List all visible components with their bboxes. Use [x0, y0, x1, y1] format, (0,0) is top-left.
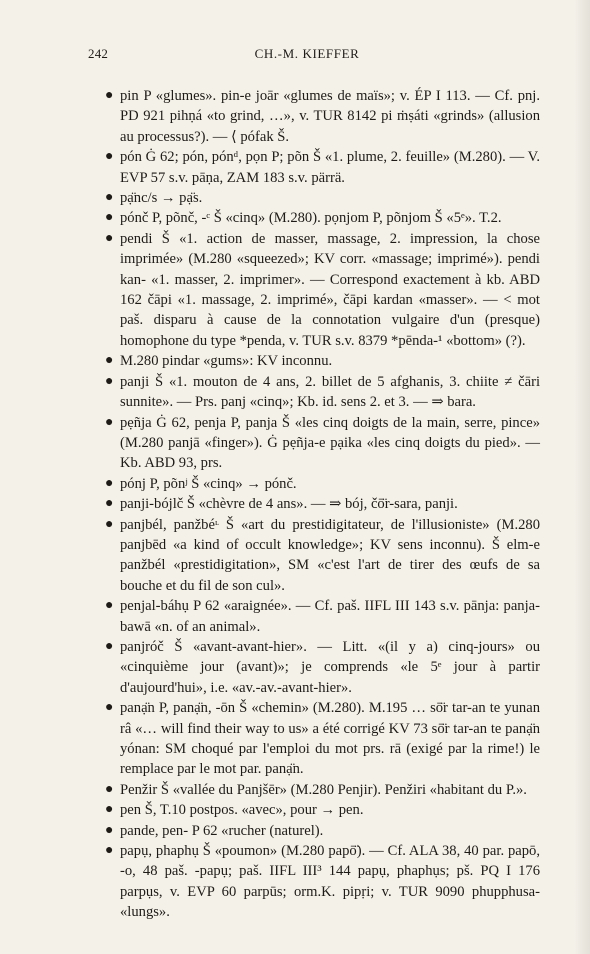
bullet-icon: ● [105, 210, 114, 226]
entry-text: M.280 pindar «gums»: KV inconnu. [120, 353, 333, 370]
dictionary-entry [105, 372, 540, 413]
bullet-icon: ● [105, 781, 114, 797]
entry-text: pẹñja Ġ 62, penja P, panja Š «les cinq doigts de la main, serre, pince» (M.280 panjā «finger»). Ġ pẹñja-e pạika «les cinq doigts du pied». — Kb. ABD 93, prs. [120, 414, 540, 472]
entry-text: penjal-báhụ P 62 «araignée». — Cf. paš. IIFL III 143 s.v. pānja: panja-bawā «n. of an animal». [120, 598, 540, 635]
bullet-icon: ● [105, 475, 114, 491]
page-number: 242 [88, 46, 109, 61]
bullet-icon: ● [105, 700, 114, 716]
page-spine-shadow [574, 0, 590, 954]
dictionary-entry [105, 841, 540, 923]
entry-text: pạ̈nc/s → pạ̈s. [120, 190, 203, 207]
entry-text: pendi Š «1. action de masser, massage, 2. impression, la chose imprimée» (M.280 «squeezed»; KV corr. «massage; imprimé»). pendi kan- «1. masser, 2. imprimer». — Correspond exactement à kb. ABD 162 čāpi «1. massage, 2. imprimé», čāpi kardan «masser». — < mot paš. disparu à cause de la connotation vulgaire d'un (presque) homophone du type *penda, v. TUR s.v. 8379 *pēnda-¹ «bottom» (?). [120, 230, 540, 349]
dictionary-entry [105, 637, 540, 698]
entry-text: panjbél, panžbéᶫ Š «art du prestidigitateur, de l'illusioniste» (M.280 panjbēd «a kind of occult knowledge»; KV sens inconnu). Š elm-e panžbél «prestidigitation», SM «c'est l'art de tirer des œufs de sa bouche et du fil de son cul». [120, 516, 540, 594]
bullet-icon: ● [105, 598, 114, 614]
dictionary-entry [105, 229, 540, 351]
bullet-icon: ● [105, 88, 114, 103]
bullet-icon: ● [105, 496, 114, 512]
bullet-icon: ● [105, 353, 114, 369]
dictionary-entry [105, 86, 540, 147]
dictionary-entry [105, 515, 540, 597]
bullet-icon: ● [105, 516, 114, 532]
dictionary-entry [105, 596, 540, 637]
entry-text: panji Š «1. mouton de 4 ans, 2. billet de 5 afghanis, 3. chiite ≠ čāri sunnite». — Prs. panj «cinq»; Kb. id. sens 2. et 3. — ⇒ bara. [120, 373, 540, 411]
entry-text: pónč P, põnč, -ᶜ Š «cinq» (M.280). pọnjom P, põnjom Š «5ᵉ». T.2. [120, 210, 502, 227]
dictionary-entry [105, 147, 540, 188]
page-header [88, 46, 526, 64]
bullet-icon: ● [105, 843, 114, 859]
dictionary-entry [105, 800, 540, 820]
dictionary-entry [105, 780, 540, 800]
dictionary-entry [105, 208, 540, 228]
dictionary-entries [105, 86, 540, 923]
bullet-icon: ● [105, 230, 114, 246]
dictionary-entry [105, 351, 540, 371]
bullet-icon: ● [105, 414, 114, 430]
entry-text: panjróč Š «avant-avant-hier». — Litt. «(il y a) cinq-jours» ou «cinquième jour (avant)»; je comprends «le 5ᵉ jour à partir d'aujourd'hui», i.e. «av.-av.-avant-hier». [120, 638, 540, 696]
dictionary-entry [105, 188, 540, 208]
entry-text: pón Ġ 62; pón, pónᵈ, pọn P; põn Š «1. plume, 2. feuille» (M.280). — V. EVP 57 s.v. pāṇa, ZAM 183 s.v. pärrä. [120, 149, 540, 186]
entry-text: panạ̈n P, panạ̈n, -ōn Š «chemin» (M.280). M.195 … sō̈r tar-an te yunan râ «… will find their way to us» a été corrigé KV 73 sō̈r tar-an te panạ̈n yónan: SM choqué par l'emploi du mot prs. rā (exigé par la rime!) le remplace par le mot par. panạ̈n. [120, 700, 540, 778]
running-title: CH.-M. KIEFFER [254, 46, 360, 61]
entry-text: panji-bójlč Š «chèvre de 4 ans». — ⇒ bój, čō̈r-sara, panji. [120, 496, 458, 513]
entry-text: pónj P, põnʲ Š «cinq» → pónč. [120, 475, 297, 492]
dictionary-entry [105, 474, 540, 494]
dictionary-entry [105, 821, 540, 841]
dictionary-entry [105, 494, 540, 514]
entry-text: papụ, phaphụ Š «poumon» (M.280 papō̈). — Cf. ALA 38, 40 par. papō, -o, 48 paš. -papụ; paš. IIFL III³ 144 papụ, phaphụs; pš. PQ I 176 parpụs, v. EVP 60 parpūs; orm.K. pipṛi; v. TUR 9090 phupphusa- «lungs». [120, 843, 540, 921]
entry-text: pin P «glumes». pin-e joār «glumes de maïs»; v. ÉP I 113. — Cf. pnj. PD 921 pihṇá «to grind, …», v. TUR 8142 pi ṁṣáti «grinds» (allusion au processus?). — ⟨ pófak Š. [120, 88, 540, 145]
bullet-icon: ● [105, 802, 114, 818]
dictionary-entry [105, 413, 540, 474]
entry-text: pen Š, T.10 postpos. «avec», pour → pen. [120, 802, 364, 819]
entry-text: Penžir Š «vallée du Panjšēr» (M.280 Penjir). Penžiri «habitant du P.». [120, 781, 527, 798]
bullet-icon: ● [105, 149, 114, 165]
entry-text: pande, pen- P 62 «rucher (naturel). [120, 822, 324, 839]
bullet-icon: ● [105, 638, 114, 654]
bullet-icon: ● [105, 190, 114, 206]
bullet-icon: ● [105, 822, 114, 838]
bullet-icon: ● [105, 373, 114, 389]
dictionary-entry [105, 698, 540, 780]
